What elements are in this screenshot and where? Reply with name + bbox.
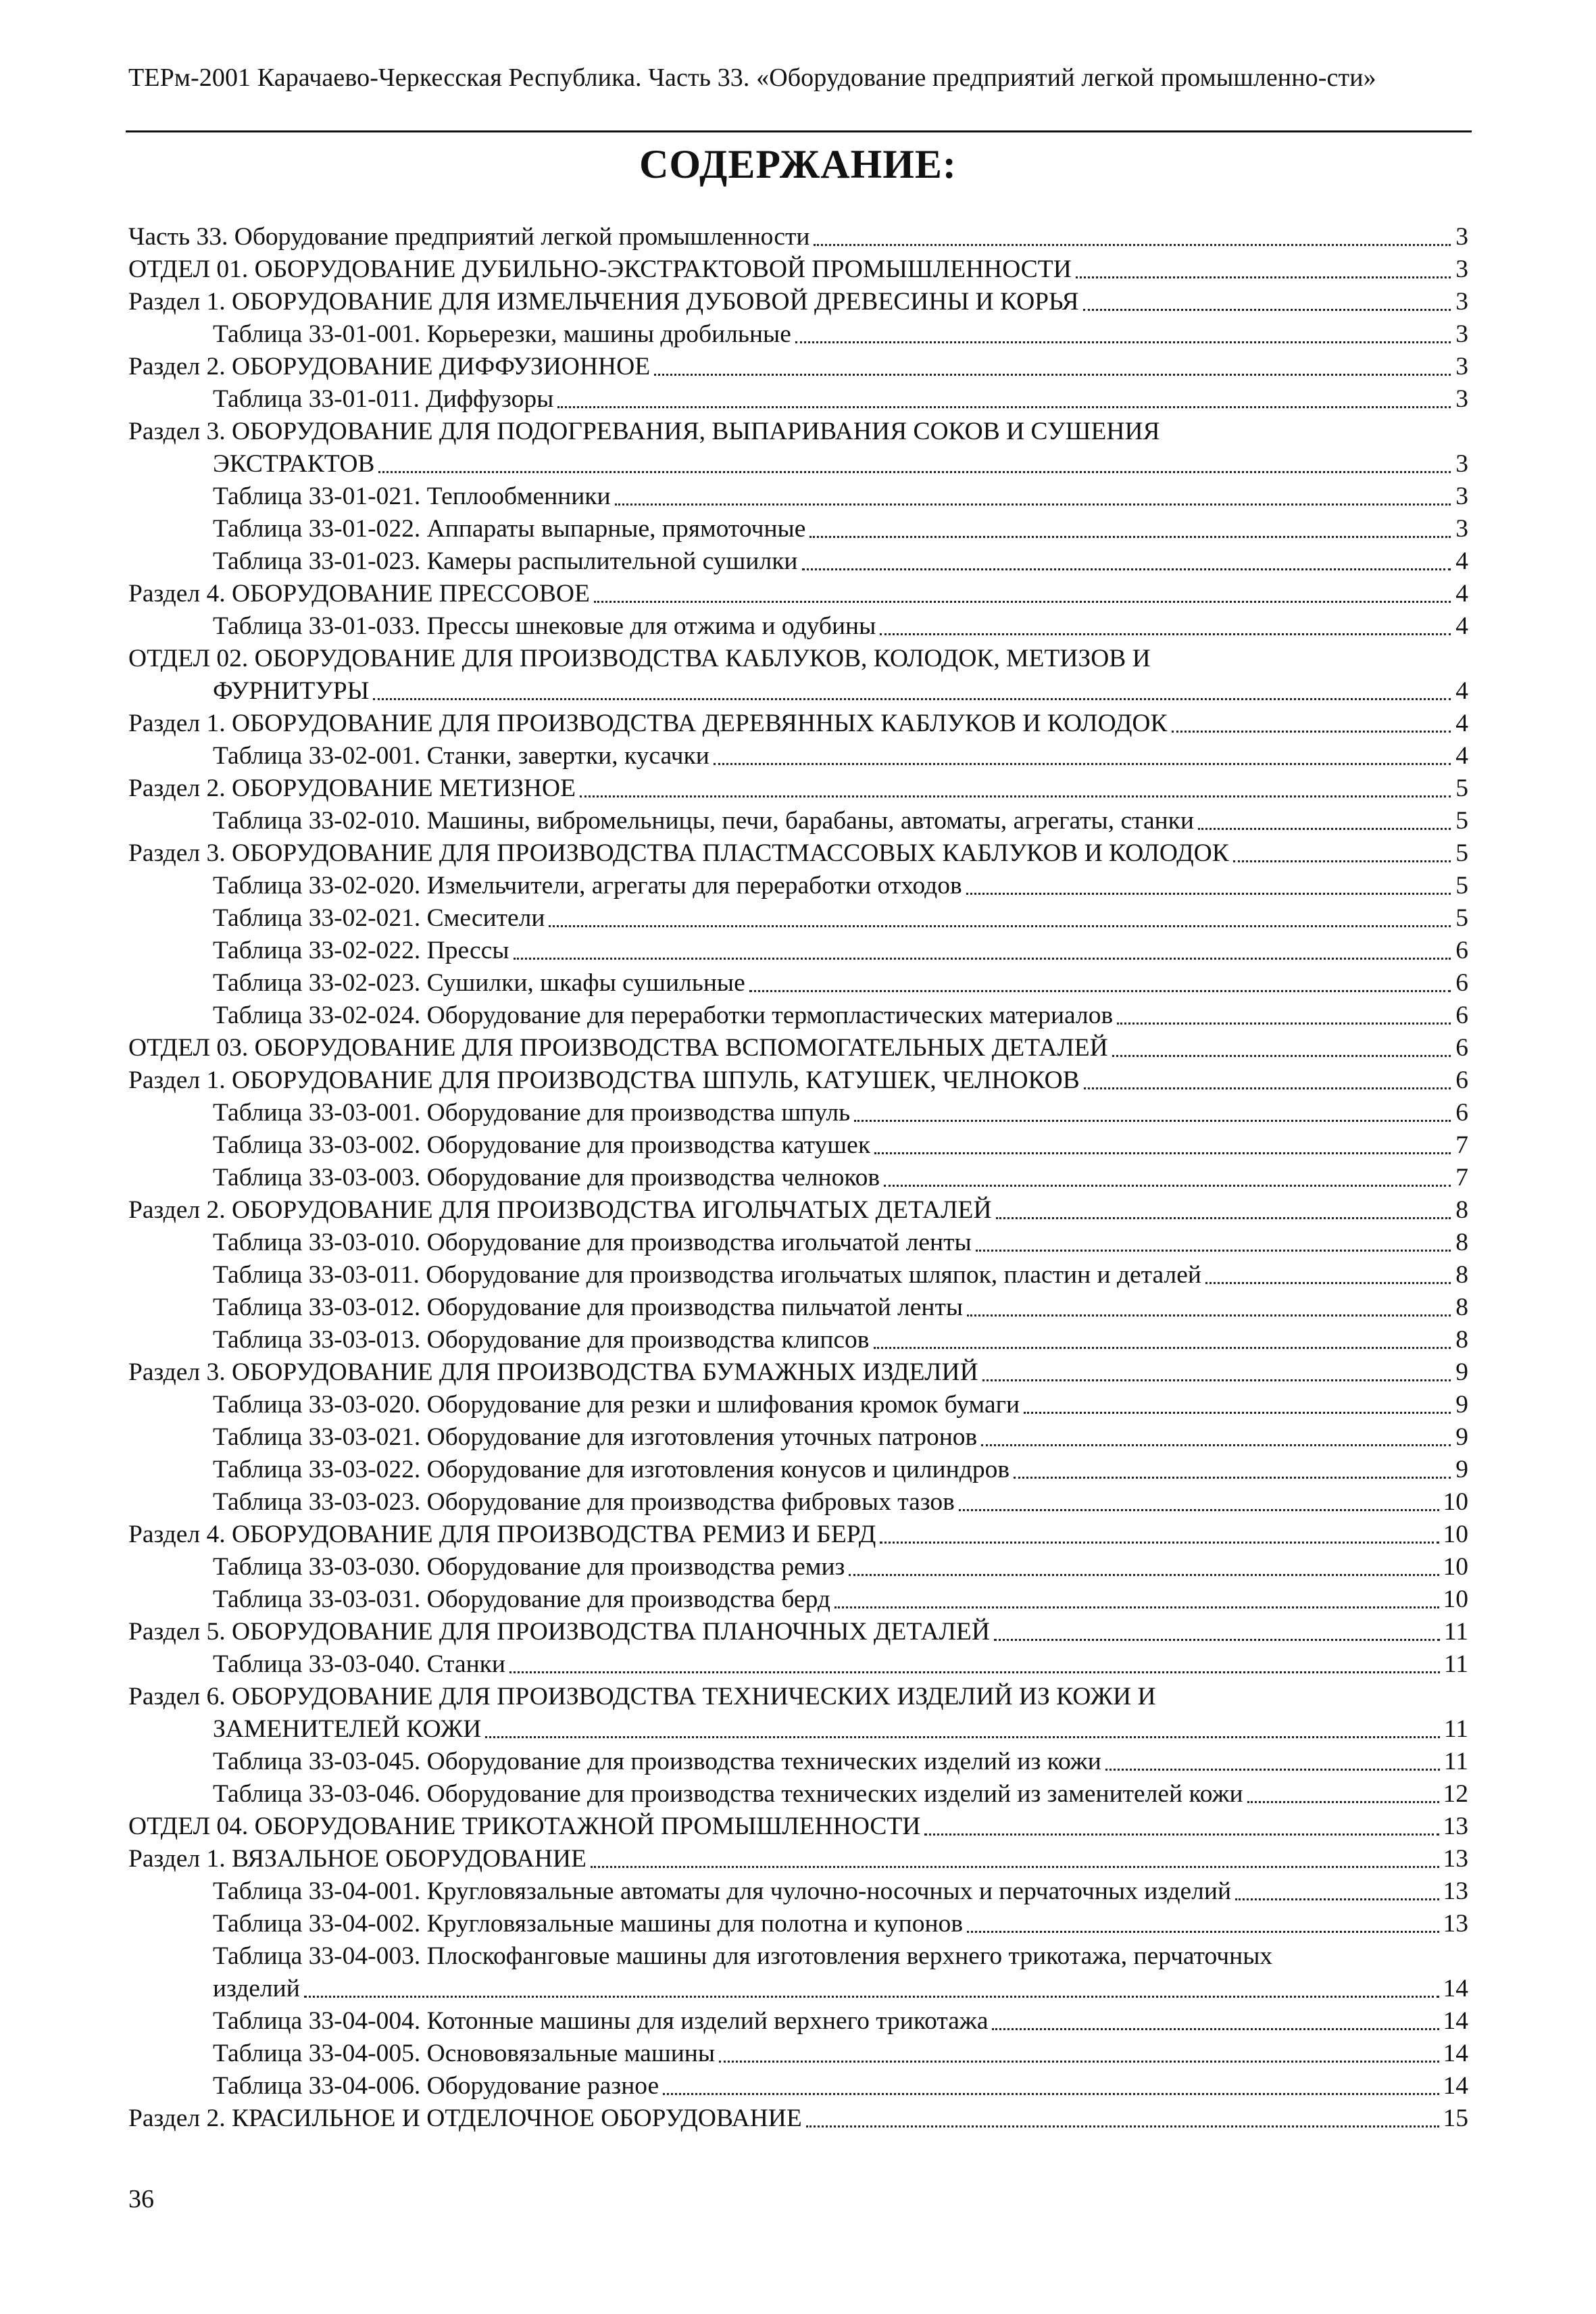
toc-entry-table [128,1908,1468,1940]
running-header: ТЕРм-2001 Карачаево-Черкесская Республика. Часть 33. «Оборудование предприятий легкой промышленно-сти» [128,64,1376,92]
toc-page-number: 6 [1455,1034,1468,1062]
toc-page-number: 3 [1455,483,1468,510]
dot-leader [976,1250,1451,1252]
toc-entry-table [128,1583,1468,1616]
toc-entry-section [128,1616,1468,1648]
toc-entry-table [128,805,1468,837]
toc-page-number: 8 [1455,1326,1468,1354]
toc-entry-text: Таблица 33-03-003. Оборудование для производства челноков [213,1164,880,1191]
dot-leader [806,2125,1439,2127]
toc-entry-text: ОТДЕЛ 01. ОБОРУДОВАНИЕ ДУБИЛЬНО-ЭКСТРАКТОВОЙ ПРОМЫШЛЕННОСТИ [128,255,1072,283]
toc-entry-section [128,837,1468,870]
toc-entry-table [128,545,1468,578]
dot-leader [378,471,1451,473]
dot-leader [615,503,1451,506]
toc-page-number: 8 [1455,1294,1468,1321]
dot-leader [1247,1801,1439,1803]
toc-page-number: 4 [1455,677,1468,705]
toc-page-number: 3 [1455,288,1468,316]
toc-entry-text: Раздел 2. ОБОРУДОВАНИЕ МЕТИЗНОЕ [128,774,576,802]
toc-page-number: 3 [1455,255,1468,283]
toc-entry-section [128,1811,1468,1843]
dot-leader [994,1639,1440,1641]
dot-leader [1235,1898,1439,1900]
toc-entry-text: Таблица 33-02-023. Сушилки, шкафы сушильные [213,969,745,997]
toc-entry-text: Раздел 3. ОБОРУДОВАНИЕ ДЛЯ ПРОИЗВОДСТВА ПЛАСТМАССОВЫХ КАБЛУКОВ И КОЛОДОК [128,839,1229,867]
toc-page-number: 8 [1455,1261,1468,1289]
dot-leader [874,1152,1451,1154]
dot-leader [580,795,1451,797]
toc-page-number: 13 [1443,1813,1468,1840]
toc-page-number: 4 [1455,580,1468,608]
toc-page-number: 6 [1455,969,1468,997]
toc-page-number: 10 [1443,1553,1468,1581]
dot-leader [795,341,1451,343]
toc-entry-table [128,1324,1468,1356]
toc-entry-section [128,253,1468,286]
toc-entry-text: Раздел 6. ОБОРУДОВАНИЕ ДЛЯ ПРОИЗВОДСТВА ТЕХНИЧЕСКИХ ИЗДЕЛИЙ ИЗ КОЖИ И [128,1683,1156,1710]
dot-leader [1076,276,1451,278]
toc-entry-text: Таблица 33-01-001. Корьерезки, машины дробильные [213,320,791,348]
toc-entry-section [128,1843,1468,1875]
toc-page-number: 3 [1455,223,1468,251]
toc-page-number: 7 [1455,1164,1468,1191]
toc-page-number: 6 [1455,1099,1468,1127]
toc-entry-text: Таблица 33-02-020. Измельчители, агрегаты для переработки отходов [213,872,962,900]
dot-leader [959,1509,1439,1511]
dot-leader [1105,1769,1440,1771]
toc-page-number: 8 [1455,1196,1468,1224]
toc-entry-section [128,578,1468,610]
dot-leader [809,536,1451,538]
toc-entry-table [128,1227,1468,1259]
dot-leader [514,958,1451,960]
toc-entry-section [128,1064,1468,1097]
toc-page-number: 14 [1443,1975,1468,2002]
dot-leader [992,2028,1439,2030]
dot-leader [967,1314,1451,1316]
toc-entry-table [128,1129,1468,1162]
toc-entry-text: Раздел 2. ОБОРУДОВАНИЕ ДИФФУЗИОННОЕ [128,353,651,380]
dot-leader [1112,1055,1451,1057]
toc-page-number: 5 [1455,807,1468,835]
toc-entry-table [128,1259,1468,1291]
dot-leader [854,1120,1451,1122]
dot-leader [557,406,1451,408]
dot-leader [663,2093,1439,2095]
dot-leader [966,893,1451,895]
toc-entry-table [128,1389,1468,1421]
toc-entry-section [128,772,1468,805]
dot-leader [834,1606,1439,1608]
toc-page-number: 9 [1455,1358,1468,1386]
toc-entry-table [128,2038,1468,2070]
toc-page-number: 11 [1443,1748,1468,1775]
dot-leader [485,1736,1440,1738]
toc-entry-table [128,1097,1468,1129]
toc-page-number: 11 [1443,1618,1468,1646]
page-number: 36 [128,2185,154,2213]
toc-entry-text: ОТДЕЛ 04. ОБОРУДОВАНИЕ ТРИКОТАЖНОЙ ПРОМЫШЛЕННОСТИ [128,1813,921,1840]
toc-entry-table [128,870,1468,902]
toc-entry-section [128,1356,1468,1389]
toc-entry-text: ОТДЕЛ 02. ОБОРУДОВАНИЕ ДЛЯ ПРОИЗВОДСТВА КАБЛУКОВ, КОЛОДОК, МЕТИЗОВ И [128,645,1151,672]
dot-leader [982,1379,1451,1381]
dot-leader [1084,1087,1451,1089]
toc-entry-text: Таблица 33-03-010. Оборудование для производства игольчатой ленты [213,1229,972,1256]
toc-page-number: 9 [1455,1423,1468,1451]
toc-page-number: 4 [1455,710,1468,737]
toc-page-number: 5 [1455,904,1468,932]
toc-entry-text: Раздел 3. ОБОРУДОВАНИЕ ДЛЯ ПОДОГРЕВАНИЯ, ВЫПАРИВАНИЯ СОКОВ И СУШЕНИЯ [128,418,1160,445]
dot-leader [1172,731,1451,733]
toc-page-number: 6 [1455,937,1468,964]
toc-entry-table [128,1778,1468,1811]
toc-entry-table [128,1551,1468,1583]
toc-entry-section [128,221,1468,253]
toc-page-number: 8 [1455,1229,1468,1256]
toc-entry-text: Раздел 4. ОБОРУДОВАНИЕ ПРЕССОВОЕ [128,580,590,608]
toc-entry-section [128,1194,1468,1227]
toc-entry-text: Таблица 33-02-021. Смесители [213,904,545,932]
toc-page-number: 11 [1443,1650,1468,1678]
toc-entry-text: Раздел 4. ОБОРУДОВАНИЕ ДЛЯ ПРОИЗВОДСТВА РЕМИЗ И БЕРД [128,1521,876,1548]
toc-entry-text: Раздел 5. ОБОРУДОВАНИЕ ДЛЯ ПРОИЗВОДСТВА ПЛАНОЧНЫХ ДЕТАЛЕЙ [128,1618,990,1646]
dot-leader [509,1671,1440,1673]
dot-leader [373,698,1451,700]
toc-entry-text: Таблица 33-04-004. Котонные машины для изделий верхнего трикотажа [213,2007,989,2035]
toc-entry-text: Таблица 33-03-046. Оборудование для производства технических изделий из заменителей кожи [213,1780,1243,1808]
toc-entry-table [128,1454,1468,1486]
toc-entry-text: Таблица 33-02-010. Машины, вибромельницы, печи, барабаны, автоматы, агрегаты, станки [213,807,1194,835]
toc-entry-table [128,1162,1468,1194]
toc-entry-section [128,643,1468,708]
toc-entry-text: Таблица 33-02-024. Оборудование для переработки термопластических материалов [213,1002,1114,1029]
toc-entry-text: Таблица 33-03-023. Оборудование для производства фибровых тазов [213,1488,955,1516]
dot-leader [967,1931,1439,1933]
toc-entry-text: Раздел 2. КРАСИЛЬНОЕ И ОТДЕЛОЧНОЕ ОБОРУДОВАНИЕ [128,2104,802,2132]
dot-leader [591,1866,1439,1868]
toc-page-number: 15 [1443,2104,1468,2132]
toc-entry-section [128,1681,1468,1746]
toc-entry-table [128,1000,1468,1032]
dot-leader [849,1574,1439,1576]
toc-entry-text: Таблица 33-04-001. Кругловязальные автоматы для чулочно-носочных и перчаточных изделий [213,1877,1232,1905]
dot-leader [1198,828,1451,830]
dot-leader [714,763,1451,765]
toc-entry-text: Таблица 33-01-022. Аппараты выпарные, прямоточные [213,515,806,543]
toc-page-number: 11 [1443,1715,1468,1743]
toc-entry-text: Таблица 33-02-001. Станки, завертки, кусачки [213,742,709,770]
toc-page-number: 13 [1443,1877,1468,1905]
toc-entry-text: Раздел 2. ОБОРУДОВАНИЕ ДЛЯ ПРОИЗВОДСТВА ИГОЛЬЧАТЫХ ДЕТАЛЕЙ [128,1196,992,1224]
dot-leader [304,1996,1439,1998]
toc-page-number: 6 [1455,1002,1468,1029]
toc-page-number: 3 [1455,320,1468,348]
dot-leader [1014,1477,1451,1479]
toc-entry-text: Таблица 33-03-045. Оборудование для производства технических изделий из кожи [213,1748,1101,1775]
toc-entry-text: Таблица 33-04-002. Кругловязальные машины для полотна и купонов [213,1910,964,1938]
toc-entry-section [128,708,1468,740]
toc-entry-table [128,1940,1468,2005]
toc-entry-text: Таблица 33-03-021. Оборудование для изготовления уточных патронов [213,1423,978,1451]
dot-leader [1024,1412,1451,1414]
toc-entry-table [128,935,1468,967]
toc-entry-section [128,416,1468,481]
dot-leader [981,1444,1451,1446]
header-rule [126,130,1472,132]
toc-page-number: 10 [1443,1488,1468,1516]
toc-entry-text: Раздел 3. ОБОРУДОВАНИЕ ДЛЯ ПРОИЗВОДСТВА БУМАЖНЫХ ИЗДЕЛИЙ [128,1358,978,1386]
toc-entry-text-continued: изделий [213,1975,300,2002]
toc-entry-table [128,481,1468,513]
dot-leader [884,1185,1451,1187]
toc-entry-text: Таблица 33-03-022. Оборудование для изготовления конусов и цилиндров [213,1456,1010,1483]
toc-entry-table [128,1486,1468,1519]
toc-entry-table [128,2005,1468,2038]
dot-leader [594,601,1451,603]
toc-page-number: 5 [1455,872,1468,900]
toc-entry-text: Таблица 33-01-021. Теплообменники [213,483,611,510]
toc-page-number: 4 [1455,612,1468,640]
toc-page-number: 3 [1455,515,1468,543]
dot-leader [880,633,1451,635]
toc-entry-text: Раздел 1. ОБОРУДОВАНИЕ ДЛЯ ИЗМЕЛЬЧЕНИЯ ДУБОВОЙ ДРЕВЕСИНЫ И КОРЬЯ [128,288,1079,316]
toc-entry-table [128,2070,1468,2102]
toc-entry-table [128,1421,1468,1454]
toc-entry-text: Часть 33. Оборудование предприятий легкой промышленности [128,223,810,251]
toc-entry-text: Таблица 33-01-033. Прессы шнековые для отжима и одубины [213,612,876,640]
toc-entry-text-continued: ЗАМЕНИТЕЛЕЙ КОЖИ [213,1715,482,1743]
dot-leader [549,925,1451,927]
toc-entry-table [128,1746,1468,1778]
toc-entry-text: Таблица 33-03-012. Оборудование для производства пильчатой ленты [213,1294,964,1321]
toc-entry-text-continued: ФУРНИТУРЫ [213,677,370,705]
toc-entry-table [128,1875,1468,1908]
dot-leader [996,1217,1451,1219]
toc-page-number: 3 [1455,353,1468,380]
page-title: СОДЕРЖАНИЕ: [639,142,957,187]
toc-entry-text: Раздел 1. ОБОРУДОВАНИЕ ДЛЯ ПРОИЗВОДСТВА ШПУЛЬ, КАТУШЕК, ЧЕЛНОКОВ [128,1066,1080,1094]
toc-entry-text: Таблица 33-03-011. Оборудование для производства игольчатых шляпок, пластин и деталей [213,1261,1201,1289]
toc-entry-text: Таблица 33-03-031. Оборудование для производства берд [213,1585,830,1613]
dot-leader [1083,309,1451,311]
toc-entry-text: Таблица 33-03-020. Оборудование для резки и шлифования кромок бумаги [213,1391,1020,1419]
toc-entry-text: Таблица 33-03-001. Оборудование для производства шпуль [213,1099,851,1127]
toc-page-number: 4 [1455,742,1468,770]
dot-leader [880,1542,1439,1544]
toc-entry-text: Таблица 33-04-006. Оборудование разное [213,2072,659,2100]
toc-page-number: 12 [1443,1780,1468,1808]
toc-entry-text: Таблица 33-03-030. Оборудование для производства ремиз [213,1553,845,1581]
toc-page-number: 7 [1455,1131,1468,1159]
toc-entry-text: Таблица 33-04-005. Основовязальные машины [213,2040,716,2067]
toc-page-number: 3 [1455,450,1468,478]
toc-page-number: 14 [1443,2072,1468,2100]
toc-page-number: 6 [1455,1066,1468,1094]
dot-leader [1233,860,1451,862]
toc-entry-table [128,902,1468,935]
toc-entry-text: Таблица 33-03-040. Станки [213,1650,505,1678]
toc-entry-section [128,2102,1468,2135]
dot-leader [802,568,1451,570]
toc-entry-table [128,1648,1468,1681]
toc-entry-table [128,610,1468,643]
toc-page-number: 13 [1443,1910,1468,1938]
toc-entry-section [128,286,1468,318]
toc-page-number: 10 [1443,1521,1468,1548]
toc-page-number: 14 [1443,2040,1468,2067]
dot-leader [814,244,1451,246]
toc-entry-section [128,1032,1468,1064]
toc-page-number: 3 [1455,385,1468,413]
toc-page-number: 13 [1443,1845,1468,1873]
toc-entry-text: Таблица 33-01-023. Камеры распылительной сушилки [213,547,798,575]
dot-leader [719,2061,1439,2063]
toc-entry-table [128,513,1468,545]
toc-entry-text: Раздел 1. ОБОРУДОВАНИЕ ДЛЯ ПРОИЗВОДСТВА ДЕРЕВЯННЫХ КАБЛУКОВ И КОЛОДОК [128,710,1168,737]
toc-entry-section [128,1519,1468,1551]
dot-leader [874,1347,1451,1349]
toc-page-number: 9 [1455,1456,1468,1483]
dot-leader [654,374,1451,376]
dot-leader [1205,1282,1451,1284]
toc-entry-table [128,1291,1468,1324]
toc-entry-text: Таблица 33-04-003. Плоскофанговые машины для изготовления верхнего трикотажа, перчаточных [213,1942,1273,1970]
toc-page-number: 5 [1455,839,1468,867]
toc-page-number: 4 [1455,547,1468,575]
toc-page-number: 5 [1455,774,1468,802]
toc-entry-text: Таблица 33-01-011. Диффузоры [213,385,554,413]
toc-entry-table [128,740,1468,772]
toc-entry-text: Таблица 33-03-002. Оборудование для производства катушек [213,1131,871,1159]
toc-entry-table [128,967,1468,1000]
toc-entry-table [128,383,1468,416]
toc-entry-table [128,318,1468,351]
toc-entry-text-continued: ЭКСТРАКТОВ [213,450,375,478]
dot-leader [749,990,1451,992]
table-of-contents [128,221,1468,2135]
dot-leader [1117,1023,1451,1025]
toc-page-number: 9 [1455,1391,1468,1419]
toc-page-number: 10 [1443,1585,1468,1613]
toc-entry-text: Таблица 33-02-022. Прессы [213,937,509,964]
toc-entry-text: Раздел 1. ВЯЗАЛЬНОЕ ОБОРУДОВАНИЕ [128,1845,587,1873]
toc-entry-section [128,351,1468,383]
dot-leader [924,1833,1439,1836]
toc-page-number: 14 [1443,2007,1468,2035]
toc-entry-text: Таблица 33-03-013. Оборудование для производства клипсов [213,1326,870,1354]
toc-entry-text: ОТДЕЛ 03. ОБОРУДОВАНИЕ ДЛЯ ПРОИЗВОДСТВА ВСПОМОГАТЕЛЬНЫХ ДЕТАЛЕЙ [128,1034,1108,1062]
